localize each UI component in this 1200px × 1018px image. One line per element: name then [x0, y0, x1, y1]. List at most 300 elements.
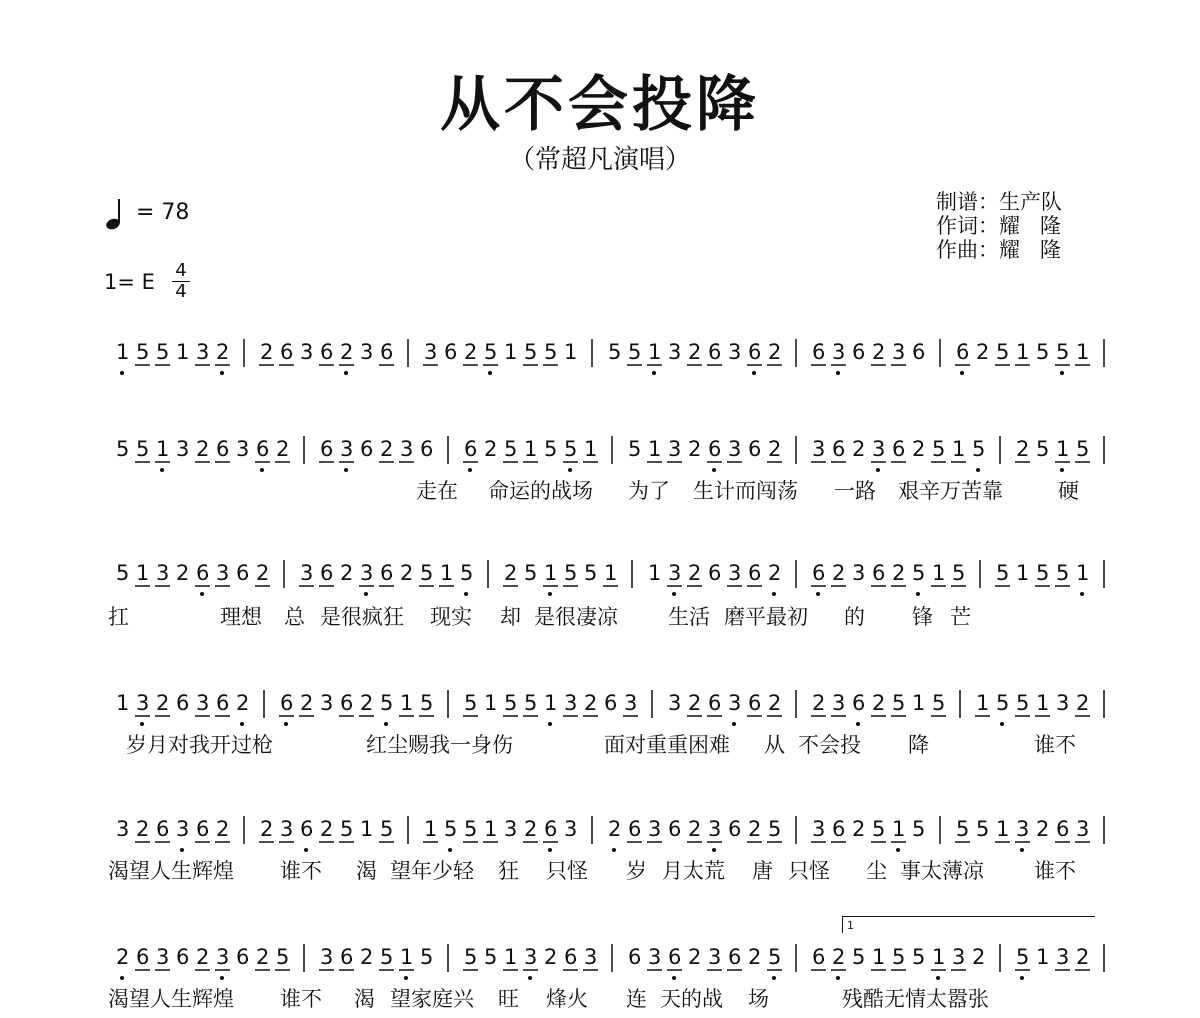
lyric-segment: 从: [764, 733, 785, 757]
note-mark: 5: [932, 437, 946, 461]
note-mark: 5: [584, 561, 598, 585]
note-mark: 2: [300, 691, 314, 715]
note-mark: 5: [564, 437, 578, 461]
note-mark: 1: [996, 817, 1010, 841]
note-mark: 2: [832, 561, 846, 585]
lyric-segment: 谁不: [280, 859, 322, 883]
note-mark: 5: [996, 340, 1010, 364]
note-mark: 6: [728, 817, 742, 841]
note-mark: 5: [996, 561, 1010, 585]
note-mark: 6: [320, 437, 334, 461]
note-mark: 3: [564, 691, 578, 715]
note-mark: 3: [648, 817, 662, 841]
note-mark: 5: [156, 340, 170, 364]
note-mark: 2: [608, 817, 622, 841]
note-mark: 1: [544, 561, 558, 585]
note-mark: 3: [196, 340, 210, 364]
note-mark: 6: [320, 340, 334, 364]
note-mark: 2: [584, 691, 598, 715]
note-mark: 5: [956, 817, 970, 841]
lyric-segment: 艰辛万苦靠: [898, 479, 1003, 503]
lyric-segment: 降: [908, 733, 929, 757]
note-mark: 6: [748, 561, 762, 585]
note-mark: 2: [216, 340, 230, 364]
note-mark: 1: [1036, 945, 1050, 969]
tempo-marking: [104, 196, 304, 232]
note-mark: 5: [608, 340, 622, 364]
note-mark: 5: [976, 817, 990, 841]
note-mark: 3: [812, 437, 826, 461]
note-mark: 1: [1076, 340, 1090, 364]
notation-row-4: [108, 686, 1108, 734]
note-mark: 2: [504, 561, 518, 585]
note-mark: 2: [768, 437, 782, 461]
note-mark: 6: [872, 561, 886, 585]
lyric-segment: 天的战: [660, 987, 723, 1011]
note-mark: 5: [524, 691, 538, 715]
note-mark: 5: [340, 817, 354, 841]
note-mark: 5: [1016, 945, 1030, 969]
note-mark: 3: [116, 817, 130, 841]
note-mark: 2: [340, 561, 354, 585]
lyric-segment: 是很疯狂: [320, 605, 404, 629]
lyric-segment: 渴望人生辉煌: [108, 859, 234, 883]
note-mark: 3: [832, 691, 846, 715]
note-mark: 6: [420, 437, 434, 461]
tempo-value: = 78: [136, 200, 190, 225]
notation-row-1: [108, 335, 1108, 383]
note-mark: 3: [728, 691, 742, 715]
note-mark: 6: [176, 945, 190, 969]
note-mark: 2: [216, 817, 230, 841]
note-mark: 5: [1056, 561, 1070, 585]
note-mark: 2: [260, 340, 274, 364]
lyric-segment: 渴: [354, 987, 375, 1011]
lyric-segment: 面对重重困难: [604, 733, 730, 757]
note-mark: 3: [952, 945, 966, 969]
note-mark: 5: [380, 817, 394, 841]
note-mark: 5: [380, 691, 394, 715]
note-mark: 6: [196, 817, 210, 841]
note-mark: 2: [812, 691, 826, 715]
note-mark: 6: [708, 561, 722, 585]
note-mark: 3: [872, 437, 886, 461]
note-mark: 3: [892, 340, 906, 364]
note-mark: 5: [116, 561, 130, 585]
note-mark: 2: [400, 561, 414, 585]
lyric-segment: 谁不: [1034, 859, 1076, 883]
note-mark: 3: [216, 945, 230, 969]
note-mark: 1: [912, 691, 926, 715]
lyric-line-3: [108, 602, 1108, 632]
note-mark: 1: [648, 561, 662, 585]
lyric-segment: 生计而闯荡: [693, 479, 798, 503]
note-mark: 6: [176, 691, 190, 715]
note-mark: 3: [564, 817, 578, 841]
note-mark: 5: [952, 561, 966, 585]
note-mark: 6: [236, 945, 250, 969]
note-mark: 5: [484, 340, 498, 364]
note-mark: 6: [748, 340, 762, 364]
lyric-line-2: [108, 476, 1108, 506]
note-mark: 1: [1076, 561, 1090, 585]
note-mark: 1: [604, 561, 618, 585]
note-mark: 2: [748, 817, 762, 841]
note-mark: 2: [852, 817, 866, 841]
note-mark: 5: [504, 437, 518, 461]
note-mark: 2: [484, 437, 498, 461]
note-mark: 3: [320, 691, 334, 715]
note-mark: 1: [116, 691, 130, 715]
credit-arranger: 制谱：生产队: [936, 190, 1062, 214]
note-mark: 5: [420, 691, 434, 715]
note-mark: 3: [216, 561, 230, 585]
lyric-segment: 月太荒: [662, 859, 725, 883]
note-mark: 1: [524, 437, 538, 461]
note-mark: 2: [688, 817, 702, 841]
note-mark: 2: [260, 817, 274, 841]
notation-row-5: [108, 812, 1108, 860]
first-ending-bracket: [842, 916, 1095, 933]
note-mark: 2: [912, 437, 926, 461]
note-mark: 3: [728, 340, 742, 364]
note-mark: 5: [768, 945, 782, 969]
lyric-segment: 一路: [834, 479, 876, 503]
note-mark: 6: [812, 340, 826, 364]
note-mark: 1: [892, 817, 906, 841]
note-mark: 1: [544, 691, 558, 715]
lyric-segment: 渴: [356, 859, 377, 883]
note-mark: 5: [1036, 340, 1050, 364]
note-mark: 1: [1036, 691, 1050, 715]
note-mark: 5: [464, 691, 478, 715]
note-mark: 2: [976, 340, 990, 364]
note-mark: 1: [504, 340, 518, 364]
note-mark: 1: [976, 691, 990, 715]
note-mark: 5: [504, 691, 518, 715]
note-mark: 1: [648, 340, 662, 364]
note-mark: 3: [668, 691, 682, 715]
note-mark: 3: [728, 561, 742, 585]
note-mark: 5: [1036, 437, 1050, 461]
note-mark: 5: [1076, 437, 1090, 461]
lyric-segment: 望家庭兴: [390, 987, 474, 1011]
note-mark: 3: [624, 691, 638, 715]
note-mark: 6: [380, 340, 394, 364]
note-mark: 5: [912, 817, 926, 841]
lyric-line-4: [108, 730, 1108, 760]
note-mark: 6: [728, 945, 742, 969]
lyric-segment: 渴望人生辉煌: [108, 987, 234, 1011]
note-mark: 6: [832, 817, 846, 841]
lyric-segment: 岁月对我开过枪: [126, 733, 273, 757]
note-mark: 2: [1016, 437, 1030, 461]
lyric-segment: 是很凄凉: [534, 605, 618, 629]
note-mark: 6: [360, 437, 374, 461]
note-mark: 5: [420, 561, 434, 585]
note-mark: 2: [380, 437, 394, 461]
note-mark: 5: [464, 817, 478, 841]
note-mark: 3: [1016, 817, 1030, 841]
lyric-segment: 连: [626, 987, 647, 1011]
note-mark: 6: [256, 437, 270, 461]
note-mark: 5: [1036, 561, 1050, 585]
note-mark: 1: [400, 945, 414, 969]
note-mark: 6: [668, 817, 682, 841]
note-mark: 1: [1056, 437, 1070, 461]
lyric-segment: 芒: [950, 605, 971, 629]
note-mark: 5: [464, 945, 478, 969]
note-mark: 6: [340, 691, 354, 715]
note-mark: 1: [360, 817, 374, 841]
note-mark: 3: [648, 945, 662, 969]
note-mark: 3: [176, 437, 190, 461]
lyric-segment: 走在: [416, 479, 458, 503]
note-mark: 1: [136, 561, 150, 585]
note-mark: 6: [748, 691, 762, 715]
note-mark: 1: [116, 340, 130, 364]
note-mark: 1: [504, 945, 518, 969]
note-mark: 5: [872, 817, 886, 841]
note-mark: 2: [1076, 945, 1090, 969]
lyric-segment: 现实: [430, 605, 472, 629]
note-mark: 3: [1076, 817, 1090, 841]
note-mark: 2: [116, 945, 130, 969]
note-mark: 1: [484, 691, 498, 715]
note-mark: 2: [852, 437, 866, 461]
note-mark: 3: [320, 945, 334, 969]
note-mark: 6: [156, 817, 170, 841]
note-mark: 2: [688, 691, 702, 715]
time-signature-bottom: 4: [175, 281, 187, 302]
lyric-segment: 扛: [108, 605, 129, 629]
lyric-line-5: [108, 856, 1108, 886]
note-mark: 2: [1076, 691, 1090, 715]
note-mark: 5: [564, 561, 578, 585]
song-title: 从不会投降: [440, 70, 760, 140]
note-mark: 3: [1056, 945, 1070, 969]
note-mark: 5: [996, 691, 1010, 715]
note-mark: 2: [688, 437, 702, 461]
note-mark: 6: [544, 817, 558, 841]
quarter-note-icon: [104, 196, 128, 232]
note-mark: 2: [196, 437, 210, 461]
lyric-segment: 却: [500, 605, 521, 629]
note-mark: 5: [544, 437, 558, 461]
note-mark: 3: [156, 945, 170, 969]
note-mark: 5: [136, 340, 150, 364]
note-mark: 6: [216, 437, 230, 461]
lyric-segment: 理想: [220, 605, 262, 629]
note-mark: 2: [256, 561, 270, 585]
note-mark: 5: [892, 945, 906, 969]
note-mark: 2: [276, 437, 290, 461]
note-mark: 6: [812, 561, 826, 585]
note-mark: 2: [236, 691, 250, 715]
note-mark: 3: [424, 340, 438, 364]
note-mark: 2: [320, 817, 334, 841]
note-mark: 3: [360, 561, 374, 585]
note-mark: 6: [892, 437, 906, 461]
credit-composer: 作曲：耀 隆: [936, 238, 1062, 262]
lyric-line-6: [108, 984, 1108, 1014]
note-mark: 6: [380, 561, 394, 585]
note-mark: 2: [872, 340, 886, 364]
note-mark: 3: [708, 945, 722, 969]
note-mark: 2: [136, 817, 150, 841]
note-mark: 6: [708, 691, 722, 715]
lyric-segment: 狂: [498, 859, 519, 883]
note-mark: 5: [628, 340, 642, 364]
note-mark: 2: [972, 945, 986, 969]
note-mark: 2: [748, 945, 762, 969]
lyric-segment: 不会投: [798, 733, 861, 757]
lyric-segment: 烽火: [546, 987, 588, 1011]
note-mark: 6: [136, 945, 150, 969]
lyric-segment: 锋: [912, 605, 933, 629]
note-mark: 2: [544, 945, 558, 969]
lyric-segment: 尘: [866, 859, 887, 883]
note-mark: 3: [156, 561, 170, 585]
note-mark: 5: [136, 437, 150, 461]
note-mark: 3: [584, 945, 598, 969]
lyric-segment: 总: [284, 605, 305, 629]
lyric-segment: 命运的战场: [488, 479, 593, 503]
note-mark: 5: [524, 561, 538, 585]
note-mark: 3: [524, 945, 538, 969]
note-mark: 6: [280, 691, 294, 715]
note-mark: 3: [280, 817, 294, 841]
lyric-segment: 残酷无情太嚣张: [842, 987, 989, 1011]
note-mark: 1: [932, 561, 946, 585]
lyric-segment: 生活: [668, 605, 710, 629]
note-mark: 2: [832, 945, 846, 969]
lyric-segment: 事太薄凉: [900, 859, 984, 883]
notation-row-2: [108, 432, 1108, 480]
note-mark: 6: [196, 561, 210, 585]
note-mark: 1: [156, 437, 170, 461]
note-mark: 5: [1016, 691, 1030, 715]
note-mark: 5: [1056, 340, 1070, 364]
note-mark: 3: [728, 437, 742, 461]
note-mark: 6: [1056, 817, 1070, 841]
note-mark: 2: [688, 561, 702, 585]
lyric-segment: 为了: [628, 479, 670, 503]
note-mark: 6: [320, 561, 334, 585]
note-mark: 6: [340, 945, 354, 969]
note-mark: 1: [484, 817, 498, 841]
note-mark: 6: [604, 691, 618, 715]
note-mark: 5: [768, 817, 782, 841]
note-mark: 6: [564, 945, 578, 969]
note-mark: 5: [932, 691, 946, 715]
note-mark: 6: [628, 945, 642, 969]
note-mark: 6: [956, 340, 970, 364]
note-mark: 1: [932, 945, 946, 969]
note-mark: 3: [668, 561, 682, 585]
note-mark: 6: [464, 437, 478, 461]
note-mark: 5: [116, 437, 130, 461]
note-mark: 5: [912, 561, 926, 585]
note-mark: 1: [1016, 340, 1030, 364]
note-mark: 3: [708, 817, 722, 841]
note-mark: 6: [852, 340, 866, 364]
note-mark: 3: [176, 817, 190, 841]
lyric-segment: 红尘赐我一身伤: [366, 733, 513, 757]
note-mark: 5: [484, 945, 498, 969]
lyric-segment: 硬: [1058, 479, 1079, 503]
note-mark: 3: [852, 561, 866, 585]
note-mark: 2: [892, 561, 906, 585]
note-mark: 5: [628, 437, 642, 461]
lyric-segment: 唐: [752, 859, 773, 883]
note-mark: 5: [420, 945, 434, 969]
note-mark: 3: [668, 437, 682, 461]
note-mark: 5: [852, 945, 866, 969]
lyric-segment: 望年少轻: [390, 859, 474, 883]
first-ending-number: 1: [847, 919, 854, 932]
note-mark: 1: [1016, 561, 1030, 585]
note-mark: 2: [196, 945, 210, 969]
note-mark: 2: [768, 340, 782, 364]
note-mark: 3: [400, 437, 414, 461]
note-mark: 6: [668, 945, 682, 969]
note-mark: 6: [832, 437, 846, 461]
note-mark: 6: [628, 817, 642, 841]
note-mark: 3: [504, 817, 518, 841]
note-mark: 6: [300, 817, 314, 841]
note-mark: 2: [176, 561, 190, 585]
lyric-segment: 只怪: [788, 859, 830, 883]
credit-lyricist: 作词：耀 隆: [936, 214, 1062, 238]
note-mark: 3: [340, 437, 354, 461]
lyric-segment: 谁不: [1034, 733, 1076, 757]
note-mark: 6: [912, 340, 926, 364]
note-mark: 6: [708, 340, 722, 364]
note-mark: 5: [912, 945, 926, 969]
note-mark: 5: [524, 340, 538, 364]
note-mark: 6: [444, 340, 458, 364]
note-mark: 2: [360, 691, 374, 715]
lyric-segment: 场: [748, 987, 769, 1011]
note-mark: 1: [872, 945, 886, 969]
note-mark: 3: [300, 561, 314, 585]
lyric-segment: 旺: [498, 987, 519, 1011]
note-mark: 2: [688, 340, 702, 364]
note-mark: 1: [440, 561, 454, 585]
key-signature: [104, 262, 244, 302]
note-mark: 2: [156, 691, 170, 715]
lyric-segment: 磨平最初: [724, 605, 808, 629]
note-mark: 5: [380, 945, 394, 969]
note-mark: 1: [648, 437, 662, 461]
note-mark: 3: [668, 340, 682, 364]
note-mark: 5: [460, 561, 474, 585]
note-mark: 3: [832, 340, 846, 364]
note-mark: 2: [872, 691, 886, 715]
time-signature: [172, 262, 190, 301]
note-mark: 6: [748, 437, 762, 461]
note-mark: 1: [952, 437, 966, 461]
note-mark: 2: [768, 691, 782, 715]
note-mark: 1: [400, 691, 414, 715]
note-mark: 3: [1056, 691, 1070, 715]
note-mark: 1: [424, 817, 438, 841]
notation-row-6: [108, 940, 1108, 988]
note-mark: 3: [236, 437, 250, 461]
note-mark: 3: [136, 691, 150, 715]
lyric-segment: 的: [844, 605, 865, 629]
